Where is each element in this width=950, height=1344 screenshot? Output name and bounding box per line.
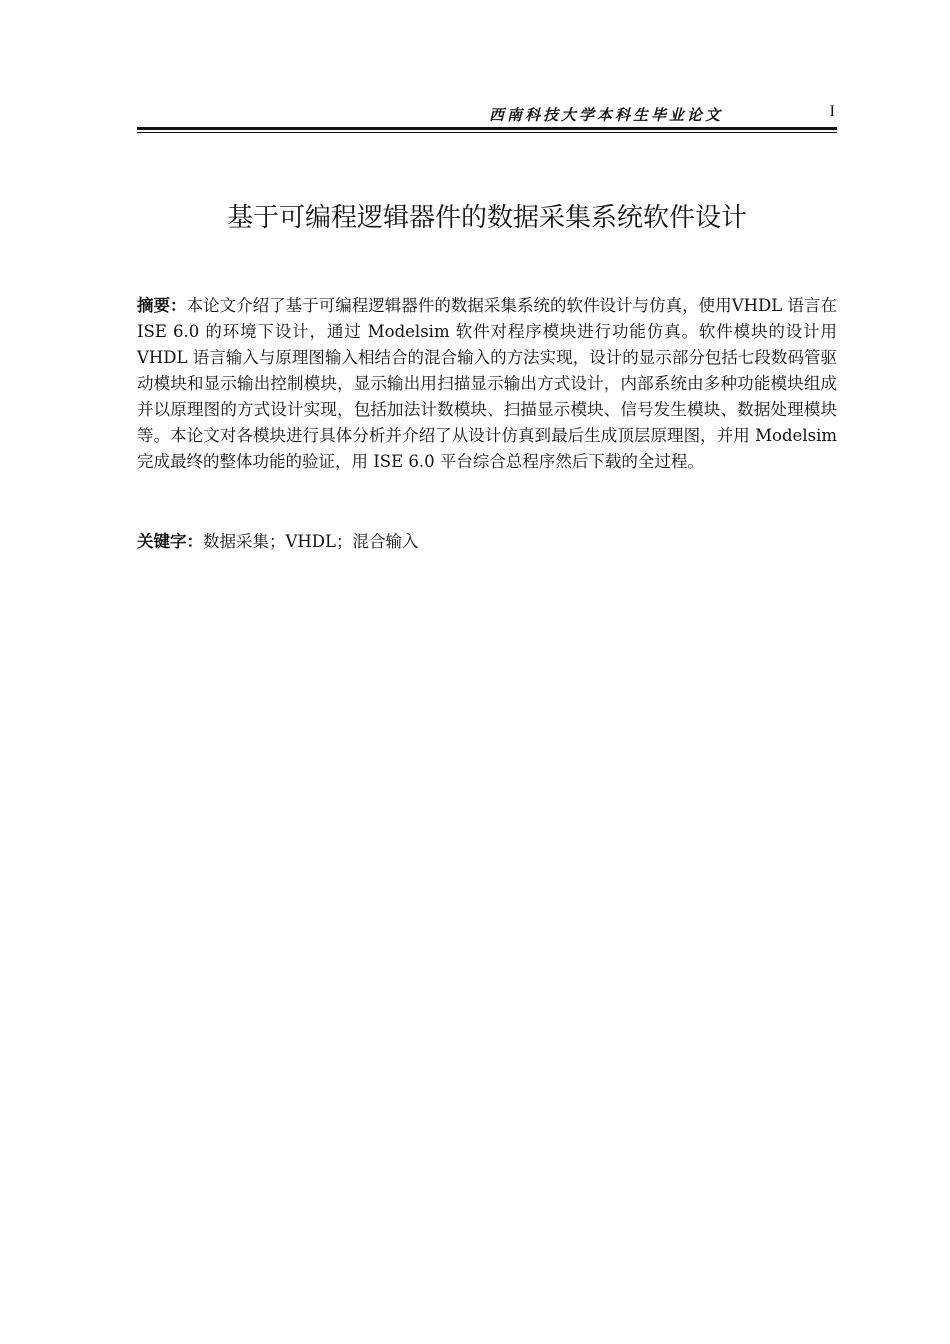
keywords-text: 数据采集；VHDL；混合输入 xyxy=(203,532,419,551)
page-header xyxy=(137,100,837,128)
keywords-label: 关键字： xyxy=(137,532,203,551)
header-rule-thin xyxy=(137,132,837,133)
keywords-paragraph xyxy=(137,529,837,555)
abstract-text: 本论文介绍了基于可编程逻辑器件的数据采集系统的软件设计与仿真，使用VHDL 语言在 ISE 6.0 的环境下设计，通过 Modelsim 软件对程序模块进行功能仿真。软件模块的设计用 VHDL 语言输入与原理图输入相结合的混合输入的方法实现，设计的显示部分包括七段数码管驱动模块和显示输出控制模块，显示输出用扫描显示输出方式设计，内部系统由多种功能模块组成并以原理图的方式设计实现，包括加法计数模块、扫描显示模块、信号发生模块、数据处理模块等。本论文对各模块进行具体分析并介绍了从设计仿真到最后生成顶层原理图，并用 Modelsim 完成最终的整体功能的验证，用 ISE 6.0 平台综合总程序然后下载的全过程。 xyxy=(137,296,837,471)
document-title: 基于可编程逻辑器件的数据采集系统软件设计 xyxy=(226,203,747,233)
header-title: 西南科技大学本科生毕业论文 xyxy=(488,106,723,124)
header-rule-thick xyxy=(137,127,837,130)
abstract-label: 摘要： xyxy=(137,296,187,315)
abstract-paragraph xyxy=(137,293,837,475)
page-number: I xyxy=(829,103,835,120)
